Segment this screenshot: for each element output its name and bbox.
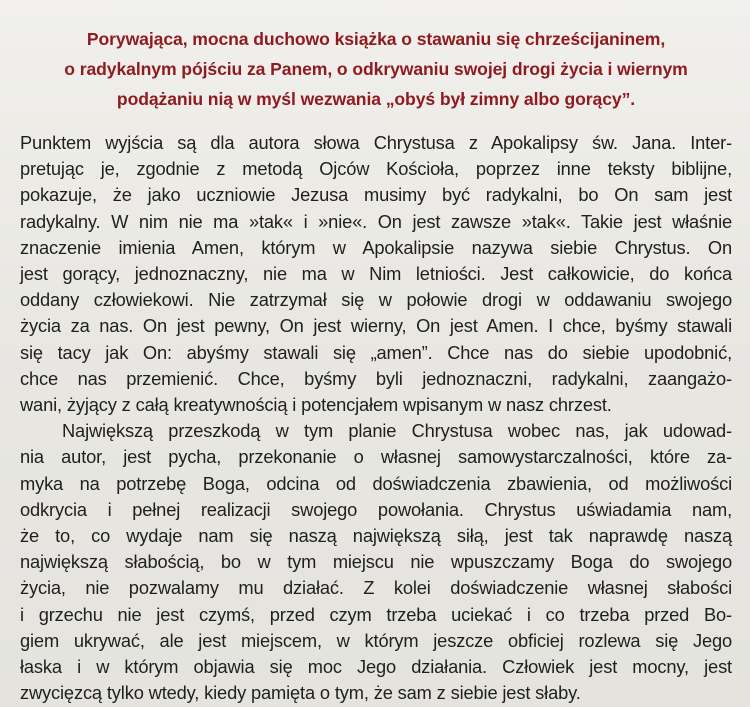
paragraph-line: wani, żyjący z całą kreatywnością i potencjałem wpisanym w nasz chrzest. [20, 394, 612, 416]
paragraph-line: zwycięzcą tylko wtedy, kiedy pamięta o tym, że sam z siebie jest słaby. [20, 682, 581, 704]
paragraph-line: i grzechu nie jest czymś, przed czym trzeba uciekać i co trzeba przed Bo- [20, 603, 732, 625]
paragraph-line: oddany człowiekowi. Nie zatrzymał się w połowie drogi w oddawaniu swojego [20, 289, 732, 311]
paragraph-line: chce nas przemienić. Chce, byśmy byli jednoznaczni, radykalni, zaangażo- [20, 367, 732, 389]
description-text [20, 130, 732, 706]
paragraph-line: życia, nie pozwalamy mu działać. Z kolei doświadczenie własnej słabości [20, 577, 732, 599]
blurb-line: podążaniu nią w myśl wezwania „obyś był zimny albo gorący”. [116, 89, 636, 109]
paragraph-line: nia autor, jest pycha, przekonanie o własnej samowystarczalności, które za- [20, 446, 732, 468]
paragraph-line: pretując je, zgodnie z metodą Ojców Kościoła, poprzez inne teksty biblijne, [20, 158, 732, 180]
paragraph-line: myka na potrzebę Boga, odcina od doświadczenia zbawienia, od możliwości [20, 472, 732, 494]
blurb-line: o radykalnym pójściu za Panem, o odkrywaniu swojej drogi życia i wiernym [64, 59, 688, 79]
blurb-heading [20, 24, 732, 114]
paragraph-line: odkrycia i pełnej realizacji swojego powołania. Chrystus uświadamia nam, [20, 498, 732, 520]
paragraph-line: jest gorący, jednoznaczny, nie ma w Nim letniości. Jest całkowicie, do końca [20, 263, 732, 285]
paragraph-line: łaska i w którym objawia się moc Jego działania. Człowiek jest mocny, jest [20, 656, 732, 678]
paragraph-line: Punktem wyjścia są dla autora słowa Chrystusa z Apokalipsy św. Jana. Inter- [20, 132, 732, 153]
blurb-line: Porywająca, mocna duchowo książka o stawaniu się chrześcijaninem, [86, 29, 666, 49]
paragraph-line: znaczenie imienia Amen, którym w Apokalipsie nazywa siebie Chrystus. On [20, 236, 732, 258]
paragraph-line: pokazuje, że jako uczniowie Jezusa musimy być radykalni, bo On sam jest [20, 184, 732, 206]
paragraph-line: życia za nas. On jest pewny, On jest wierny, On jest Amen. I chce, byśmy stawali [20, 315, 732, 337]
paragraph-line: największą słabością, bo w tym miejscu nie wpuszczamy Boga do swojego [20, 551, 732, 573]
paragraph-line: się tacy jak On: abyśmy stawali się „amen”. Chce nas do siebie upodobnić, [20, 341, 732, 363]
paragraph-line: giem ukrywać, ale jest miejscem, w którym jeszcze obficiej rozlewa się Jego [20, 629, 732, 651]
paragraph-line: że to, co wydaje nam się naszą największą siłą, jest tak naprawdę naszą [20, 525, 732, 547]
paragraph-line: radykalny. W nim nie ma »tak« i »nie«. On jest zawsze »tak«. Takie jest właśnie [20, 210, 732, 232]
paragraph-line: Największą przeszkodą w tym planie Chrystusa wobec nas, jak udowad- [62, 420, 732, 442]
